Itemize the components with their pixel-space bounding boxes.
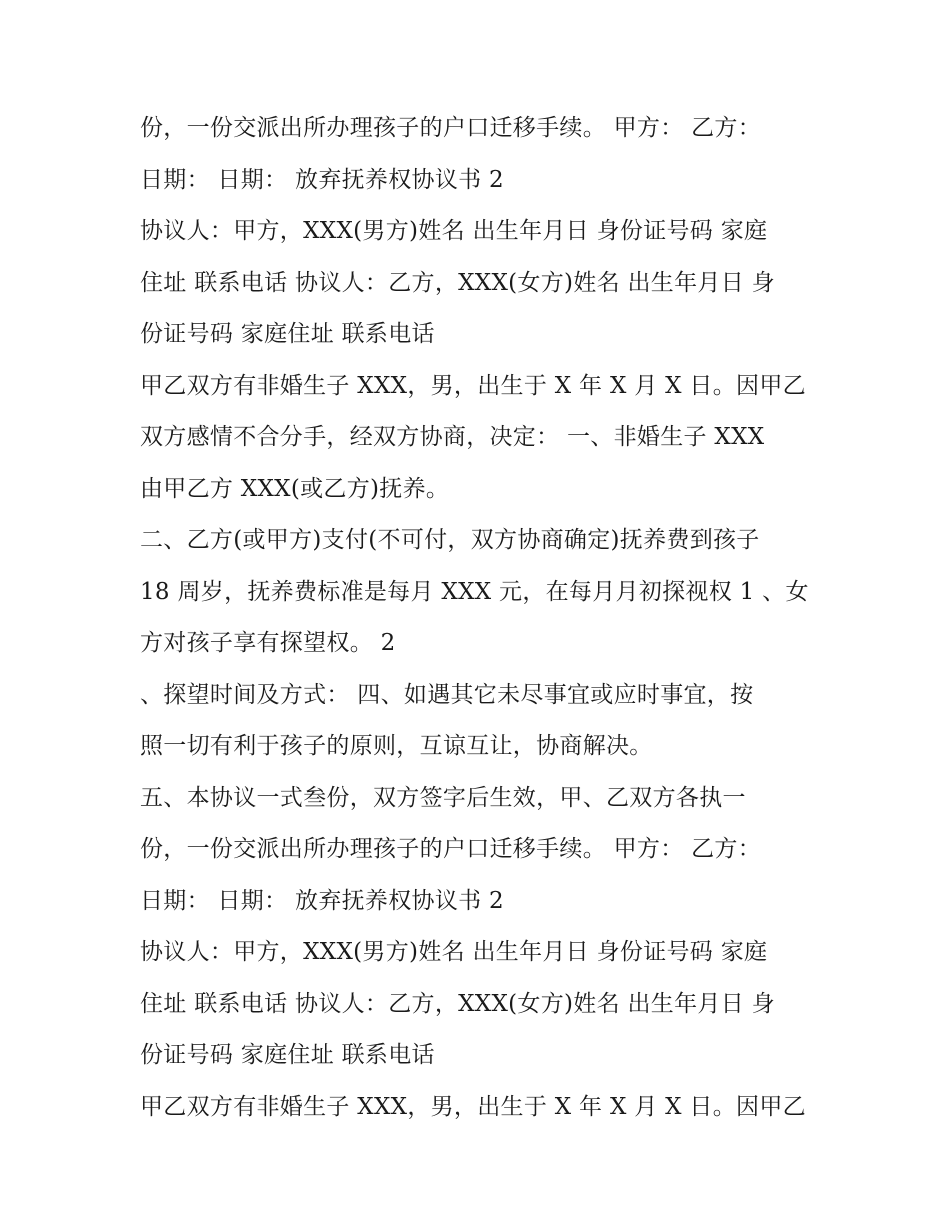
text-line: 二、乙方(或甲方)支付(不可付，双方协商确定)抚养费到孩子 (140, 527, 760, 553)
text-line: 双方感情不合分手，经双方协商，决定： 一、非婚生子 XXX (140, 424, 765, 450)
text-line: 份证号码 家庭住址 联系电话 (140, 1042, 435, 1068)
text-line: 、探望时间及方式： 四、如遇其它未尽事宜或应时事宜，按 (140, 681, 754, 708)
text-line: 甲乙双方有非婚生子 XXX，男，出生于 X 年 X 月 X 日。因甲乙 (140, 1093, 806, 1120)
text-line: 方对孩子享有探望权。 2 (140, 630, 396, 656)
text-line: 份，一份交派出所办理孩子的户口迁移手续。 甲方： 乙方： (140, 836, 762, 862)
text-line: 18 周岁，抚养费标准是每月 XXX 元，在每月月初探视权 1 、女 (140, 578, 809, 605)
text-line: 甲乙双方有非婚生子 XXX，男，出生于 X 年 X 月 X 日。因甲乙 (140, 372, 806, 399)
text-line: 协议人：甲方，XXX(男方)姓名 出生年月日 身份证号码 家庭 (140, 939, 768, 965)
text-line: 日期： 日期： 放弃抚养权协议书 2 (140, 166, 504, 193)
document-body (140, 103, 820, 1133)
text-line: 照一切有利于孩子的原则，互谅互让，协商解决。 (140, 733, 653, 759)
text-line: 协议人：甲方，XXX(男方)姓名 出生年月日 身份证号码 家庭 (140, 218, 768, 244)
text-line: 份证号码 家庭住址 联系电话 (140, 321, 435, 347)
text-line: 日期： 日期： 放弃抚养权协议书 2 (140, 887, 504, 914)
text-line: 份，一份交派出所办理孩子的户口迁移手续。 甲方： 乙方： (140, 115, 762, 141)
text-line: 由甲乙方 XXX(或乙方)抚养。 (140, 475, 450, 502)
text-line: 住址 联系电话 协议人：乙方，XXX(女方)姓名 出生年月日 身 (140, 990, 775, 1017)
text-line: 五、本协议一式叁份，双方签字后生效，甲、乙双方各执一 (140, 784, 746, 811)
text-line: 住址 联系电话 协议人：乙方，XXX(女方)姓名 出生年月日 身 (140, 269, 775, 296)
